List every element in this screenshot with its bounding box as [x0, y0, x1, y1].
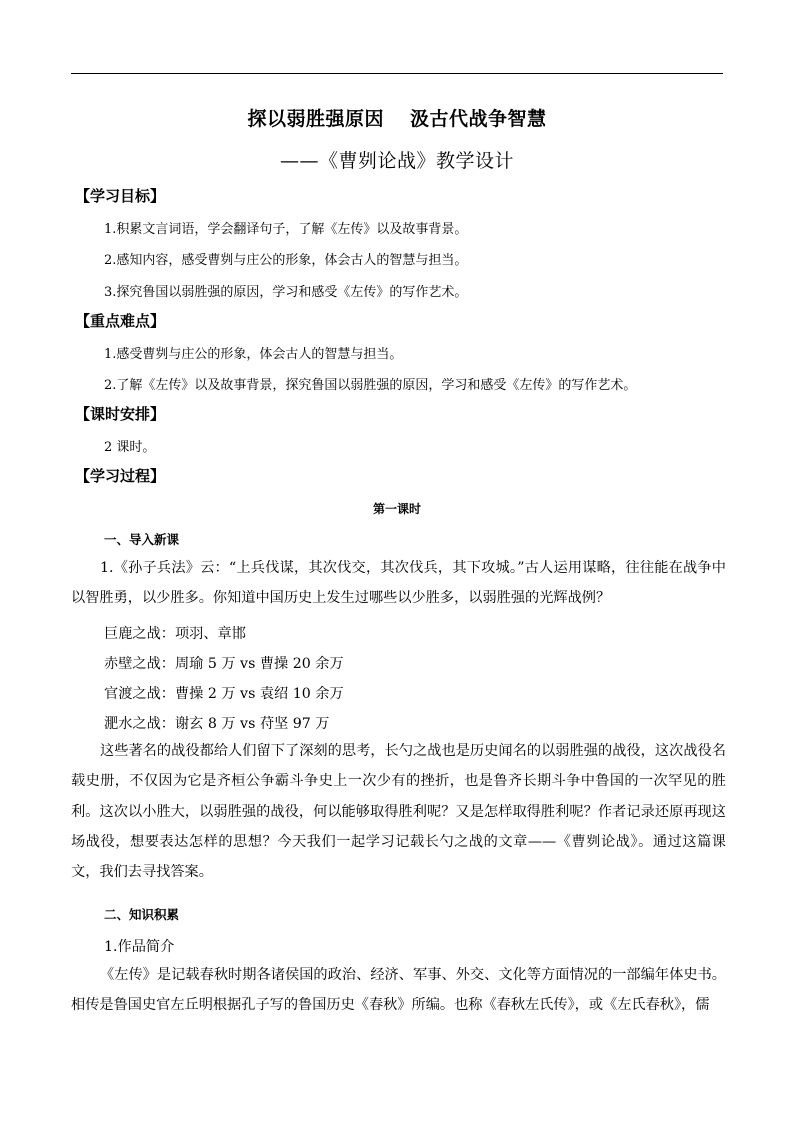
- schedule-text: 2 课时。: [104, 440, 156, 455]
- header-rule: [71, 73, 723, 74]
- process-heading: 【学习过程】: [75, 467, 166, 485]
- discussion-paragraph: 这些著名的战役都给人们留下了深刻的思考，长勺之战也是历史闻名的以弱胜强的战役，这次战役名载史册，不仅因为它是齐桓公争霸斗争史上一次少有的挫折，也是鲁齐长期斗争中鲁国的一次罕见的胜利。这次以小胜大，以弱胜强的战役，何以能够取得胜利呢？又是怎样取得胜利呢？作者记录还原再现这场战役，想要表达怎样的思想？今天我们一起学习记载长勺之战的文章——《曹刿论战》。通过这篇课文，我们去寻找答案。: [71, 743, 726, 881]
- title-part1: 探以弱胜强原因: [247, 108, 384, 130]
- lesson-title: 第一课时: [372, 502, 421, 516]
- works-intro-heading: 1.作品简介: [104, 939, 175, 955]
- battle-item-2: 赤壁之战：周瑜 5 万 vs 曹操 20 余万: [104, 656, 344, 672]
- objective-item-1: 1.积累文言词语，学会翻译句子，了解《左传》以及故事背景。: [104, 222, 468, 237]
- schedule-heading: 【课时安排】: [75, 405, 166, 423]
- key-points-heading: 【重点难点】: [75, 312, 166, 330]
- key-point-item-2: 2.了解《左传》以及故事背景，探究鲁国以弱胜强的原因，学习和感受《左传》的写作艺术。: [104, 378, 637, 393]
- key-point-item-1: 1.感受曹刿与庄公的形象，体会古人的智慧与担当。: [104, 347, 403, 362]
- section-intro-heading: 一、导入新课: [104, 532, 180, 547]
- document-subtitle: ——《曹刿论战》教学设计: [279, 150, 514, 172]
- battle-item-1: 巨鹿之战：项羽、章邯: [104, 626, 246, 642]
- battle-item-4: 淝水之战：谢玄 8 万 vs 苻坚 97 万: [104, 716, 330, 732]
- objective-item-3: 3.探究鲁国以弱胜强的原因，学习和感受《左传》的写作艺术。: [104, 285, 468, 300]
- document-title: [0, 104, 794, 131]
- objectives-heading: 【学习目标】: [75, 187, 166, 205]
- section-knowledge-heading: 二、知识积累: [104, 907, 180, 922]
- title-part2: 汲古代战争智慧: [410, 108, 547, 130]
- works-paragraph: 《左传》是记载春秋时期各诸侯国的政治、经济、军事、外交、文化等方面情况的一部编年体史书。相传是鲁国史官左丘明根据孔子写的鲁国历史《春秋》所编。也称《春秋左氏传》，或《左氏春秋》，儒: [71, 967, 726, 1014]
- objective-item-2: 2.感知内容，感受曹刿与庄公的形象，体会古人的智慧与担当。: [104, 253, 468, 268]
- intro-paragraph: 1.《孙子兵法》云：“上兵伐谋，其次伐交，其次伐兵，其下攻城。”古人运用谋略，往往能在战争中以智胜勇，以少胜多。你知道中国历史上发生过哪些以少胜多，以弱胜强的光辉战例？: [71, 560, 726, 607]
- battle-item-3: 官渡之战：曹操 2 万 vs 袁绍 10 余万: [104, 686, 344, 702]
